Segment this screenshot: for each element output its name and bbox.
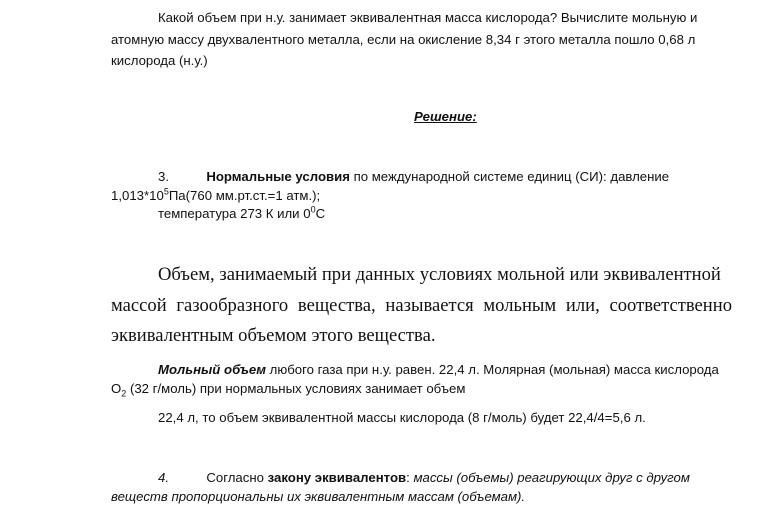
pressure-exponent: 5 xyxy=(163,186,169,197)
item3-line-1 xyxy=(158,169,669,185)
molar-line-1-rest: любого газа при н.у. равен. 22,4 л. Молярная (мольная) масса кислорода xyxy=(266,362,719,377)
molar-line-2 xyxy=(111,381,465,397)
item4-line-2 xyxy=(111,489,525,505)
item3-temperature-line xyxy=(158,206,325,222)
item4-number: 4. xyxy=(158,470,169,485)
solution-heading-text: Решение: xyxy=(414,109,477,124)
item4-bold-term: закону эквивалентов xyxy=(267,470,407,485)
o2-symbol: O xyxy=(111,381,122,396)
molar-line-1 xyxy=(158,362,719,378)
item4-colon: : xyxy=(406,470,414,485)
temperature-value: температура 273 К или 0 xyxy=(158,206,311,221)
item4-italic-2: веществ пропорциональны их эквивалентным массам (объемам). xyxy=(111,489,526,504)
problem-line-3: кислорода (н.у.) xyxy=(111,53,208,68)
temperature-unit: С xyxy=(315,206,326,221)
molar-line-3: 22,4 л, то объем эквивалентной массы кислорода (8 г/моль) будет 22,4/4=5,6 л. xyxy=(158,410,646,425)
item3-number: 3. xyxy=(158,169,169,184)
item4-intro: Согласно xyxy=(206,470,268,485)
solution-heading xyxy=(414,109,477,125)
item4-italic-1: массы (объемы) реагирующих друг с другом xyxy=(413,470,690,485)
item3-pressure-line xyxy=(111,188,320,204)
item4-line-1 xyxy=(158,470,690,486)
problem-line-2: атомную массу двухвалентного металла, если на окисление 8,34 г этого металла пошло 0,68 л xyxy=(111,32,696,47)
definition-line-2: массой газообразного вещества, называется мольным или, соответственно xyxy=(111,295,732,316)
o2-subscript: 2 xyxy=(121,388,127,399)
pressure-units: Па(760 мм.рт.ст.=1 атм.); xyxy=(168,188,321,203)
pressure-value: 1,013*10 xyxy=(111,188,164,203)
item3-bold-term: Нормальные условия xyxy=(206,169,350,184)
definition-line-1: Объем, занимаемый при данных условиях мольной или эквивалентной xyxy=(158,264,721,285)
molar-line-2-rest: (32 г/моль) при нормальных условиях занимает объем xyxy=(126,381,466,396)
problem-line-1: Какой объем при н.у. занимает эквивалентная масса кислорода? Вычислите мольную и xyxy=(158,10,698,25)
molar-term: Мольный объем xyxy=(158,362,266,377)
temperature-degree: 0 xyxy=(310,204,316,215)
item3-rest: по международной системе единиц (СИ): давление xyxy=(349,169,670,184)
definition-line-3: эквивалентным объемом этого вещества. xyxy=(111,325,436,346)
